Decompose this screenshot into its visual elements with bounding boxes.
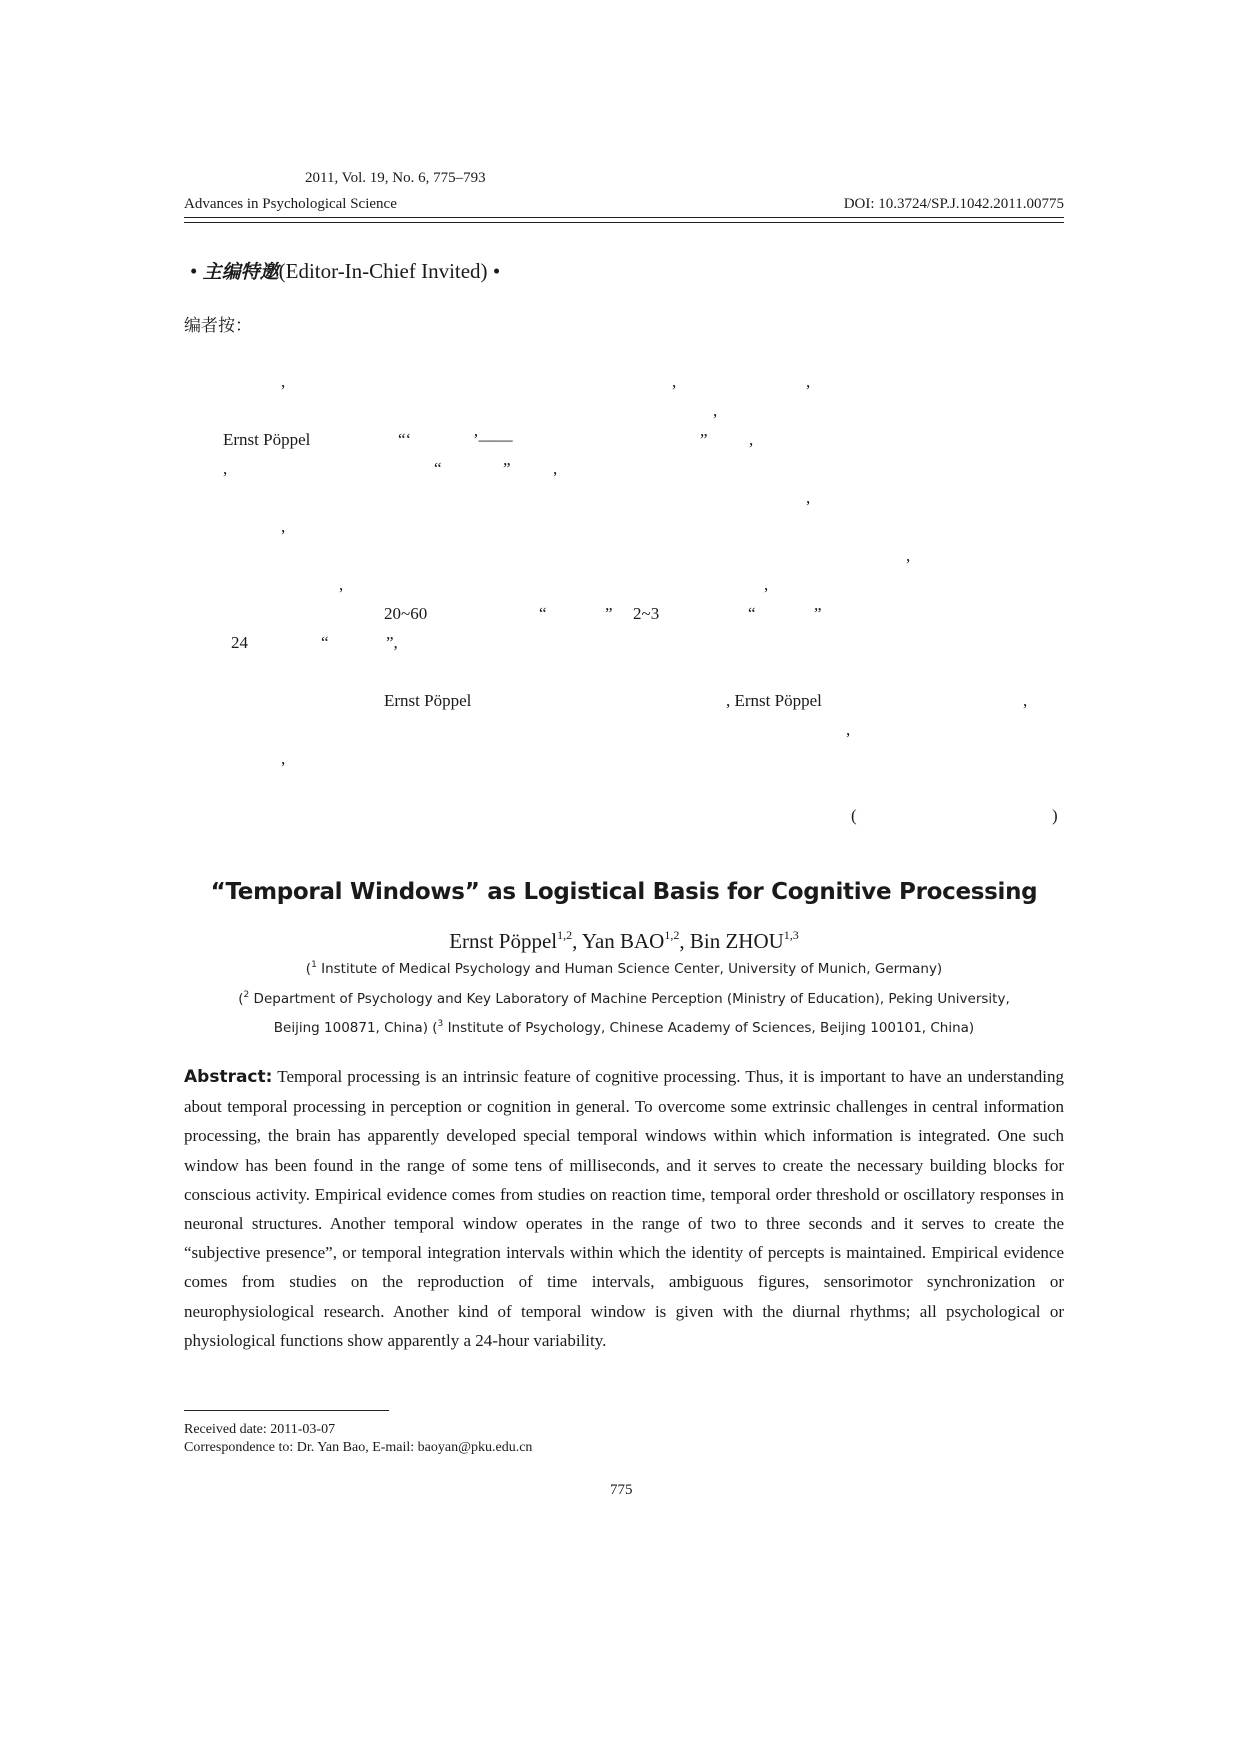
note-fragment: , <box>223 459 228 478</box>
journal-name: Advances in Psychological Science <box>184 196 397 212</box>
note-fragment: “ <box>748 604 756 623</box>
note-fragment: “‘ <box>398 430 412 449</box>
note-fragment: 24 <box>231 633 248 652</box>
affil-sup: 1 <box>311 960 317 970</box>
note-fragment: ” <box>700 430 708 449</box>
note-fragment: Ernst Pöppel <box>384 691 472 710</box>
note-fragment: , Ernst Pöppel <box>726 691 822 710</box>
abstract-text: Temporal processing is an intrinsic feature of cognitive processing. Thus, it is important to have an understanding about temporal processing in perception or cognition in general. To overcome some extrinsic challenges in central information processing, the brain has apparently developed special temporal windows within which information is integrated. One such window has been found in the range of some tens of milliseconds, and it serves to create the necessary building blocks for conscious activity. Empirical evidence comes from studies on reaction time, temporal order threshold or oscillatory responses in neuronal structures. Another temporal window operates in the range of two to three seconds and it serves to create the “subjective presence”, or temporal integration intervals within which the identity of percepts is maintained. Empirical evidence comes from studies on the reproduction of time intervals, ambiguous figures, sensorimotor synchronization or neurophysiological research. Another kind of temporal window is given with the diurnal rhythms; all psychological or physiological functions show apparently a 24-hour variability. <box>184 1067 1064 1350</box>
note-fragment: , <box>906 546 911 565</box>
note-fragment: , <box>846 720 851 739</box>
note-fragment: , <box>749 430 754 449</box>
note-fragment: , <box>281 372 286 391</box>
note-fragment: ( <box>851 806 857 825</box>
abstract <box>184 1062 1064 1355</box>
author-affil-sup: 1,3 <box>783 928 799 942</box>
note-fragment: 2~3 <box>633 604 660 623</box>
note-fragment: ) <box>1052 806 1058 825</box>
note-fragment: , <box>713 401 718 420</box>
header-rule-bottom <box>184 222 1064 223</box>
article-title: “Temporal Windows” as Logistical Basis for Cognitive Processing <box>210 879 1038 905</box>
correspondence: Correspondence to: Dr. Yan Bao, E-mail: baoyan@pku.edu.cn <box>184 1440 533 1455</box>
section-label-zh: 主编特邀 <box>202 261 279 283</box>
author-list: Ernst Pöppel$^{1,2}$, Yan BAO$^{1,2}$, Bin ZHOU$^{1,3}$ <box>449 928 799 953</box>
note-fragment: ” <box>814 604 822 623</box>
affiliation-line: ($^1$ Institute of Medical Psychology and Human Science Center, University of Munich, Germany) <box>305 960 943 977</box>
bullet-left: • <box>190 259 198 283</box>
abstract-label: Abstract: <box>184 1067 273 1087</box>
bullet-right: • <box>492 259 501 283</box>
affiliation-text: Institute of Psychology, Chinese Academy of Sciences, Beijing 100101, China) <box>447 1020 975 1036</box>
editor-note-label: 编者按： <box>184 316 252 336</box>
note-fragment: , <box>672 372 677 391</box>
note-fragment: , <box>281 517 286 536</box>
note-fragment: ” <box>503 459 511 478</box>
note-fragment: 20~60 <box>384 604 428 623</box>
affil-sup: 2 <box>243 990 250 1000</box>
citation-line: 2011, Vol. 19, No. 6, 775–793 <box>305 170 486 186</box>
affiliation-text: Department of Psychology and Key Laboratory of Machine Perception (Ministry of Education), Peking University, <box>253 991 1010 1007</box>
note-fragment: Ernst Pöppel <box>223 430 311 449</box>
author-affil-sup: 1,2 <box>557 928 573 942</box>
note-fragment: “ <box>539 604 547 623</box>
note-fragment: ’—— <box>473 430 513 449</box>
section-label <box>190 257 500 284</box>
affiliation-line: ($^2$ Department of Psychology and Key Laboratory of Machine Perception (Ministry of Education), Peking University, <box>238 990 1010 1007</box>
section-label-en: (Editor-In-Chief Invited) <box>278 259 488 283</box>
note-fragment: , <box>1023 691 1028 710</box>
affiliation-line: Beijing 100871, China) ($^3$ Institute of Psychology, Chinese Academy of Sciences, Beijing 100101, China) <box>273 1019 975 1036</box>
note-fragment: “ <box>434 459 442 478</box>
note-fragment: , <box>806 488 811 507</box>
received-date: Received date: 2011-03-07 <box>184 1422 336 1437</box>
note-fragment: ”, <box>386 633 398 652</box>
note-fragment: “ <box>321 633 329 652</box>
footnote-rule <box>184 1410 389 1411</box>
note-fragment: , <box>339 575 344 594</box>
affil-sup: 3 <box>437 1019 444 1029</box>
page-number: 775 <box>610 1482 633 1498</box>
author-affil-sup: 1,2 <box>664 928 680 942</box>
note-fragment: ” <box>605 604 613 623</box>
note-fragment: , <box>764 575 769 594</box>
affiliation-text: Institute of Medical Psychology and Human Science Center, University of Munich, Germany) <box>321 961 943 977</box>
note-fragment: , <box>806 372 811 391</box>
author-name: Yan BAO <box>581 929 665 953</box>
header-rule-top <box>184 217 1064 218</box>
author-name: Ernst Pöppel <box>449 929 558 953</box>
affiliation-text: Beijing 100871, China) <box>273 1020 428 1036</box>
note-fragment: , <box>553 459 558 478</box>
author-name: Bin ZHOU <box>689 929 784 953</box>
doi: DOI: 10.3724/SP.J.1042.2011.00775 <box>843 196 1064 212</box>
note-fragment: , <box>281 749 286 768</box>
